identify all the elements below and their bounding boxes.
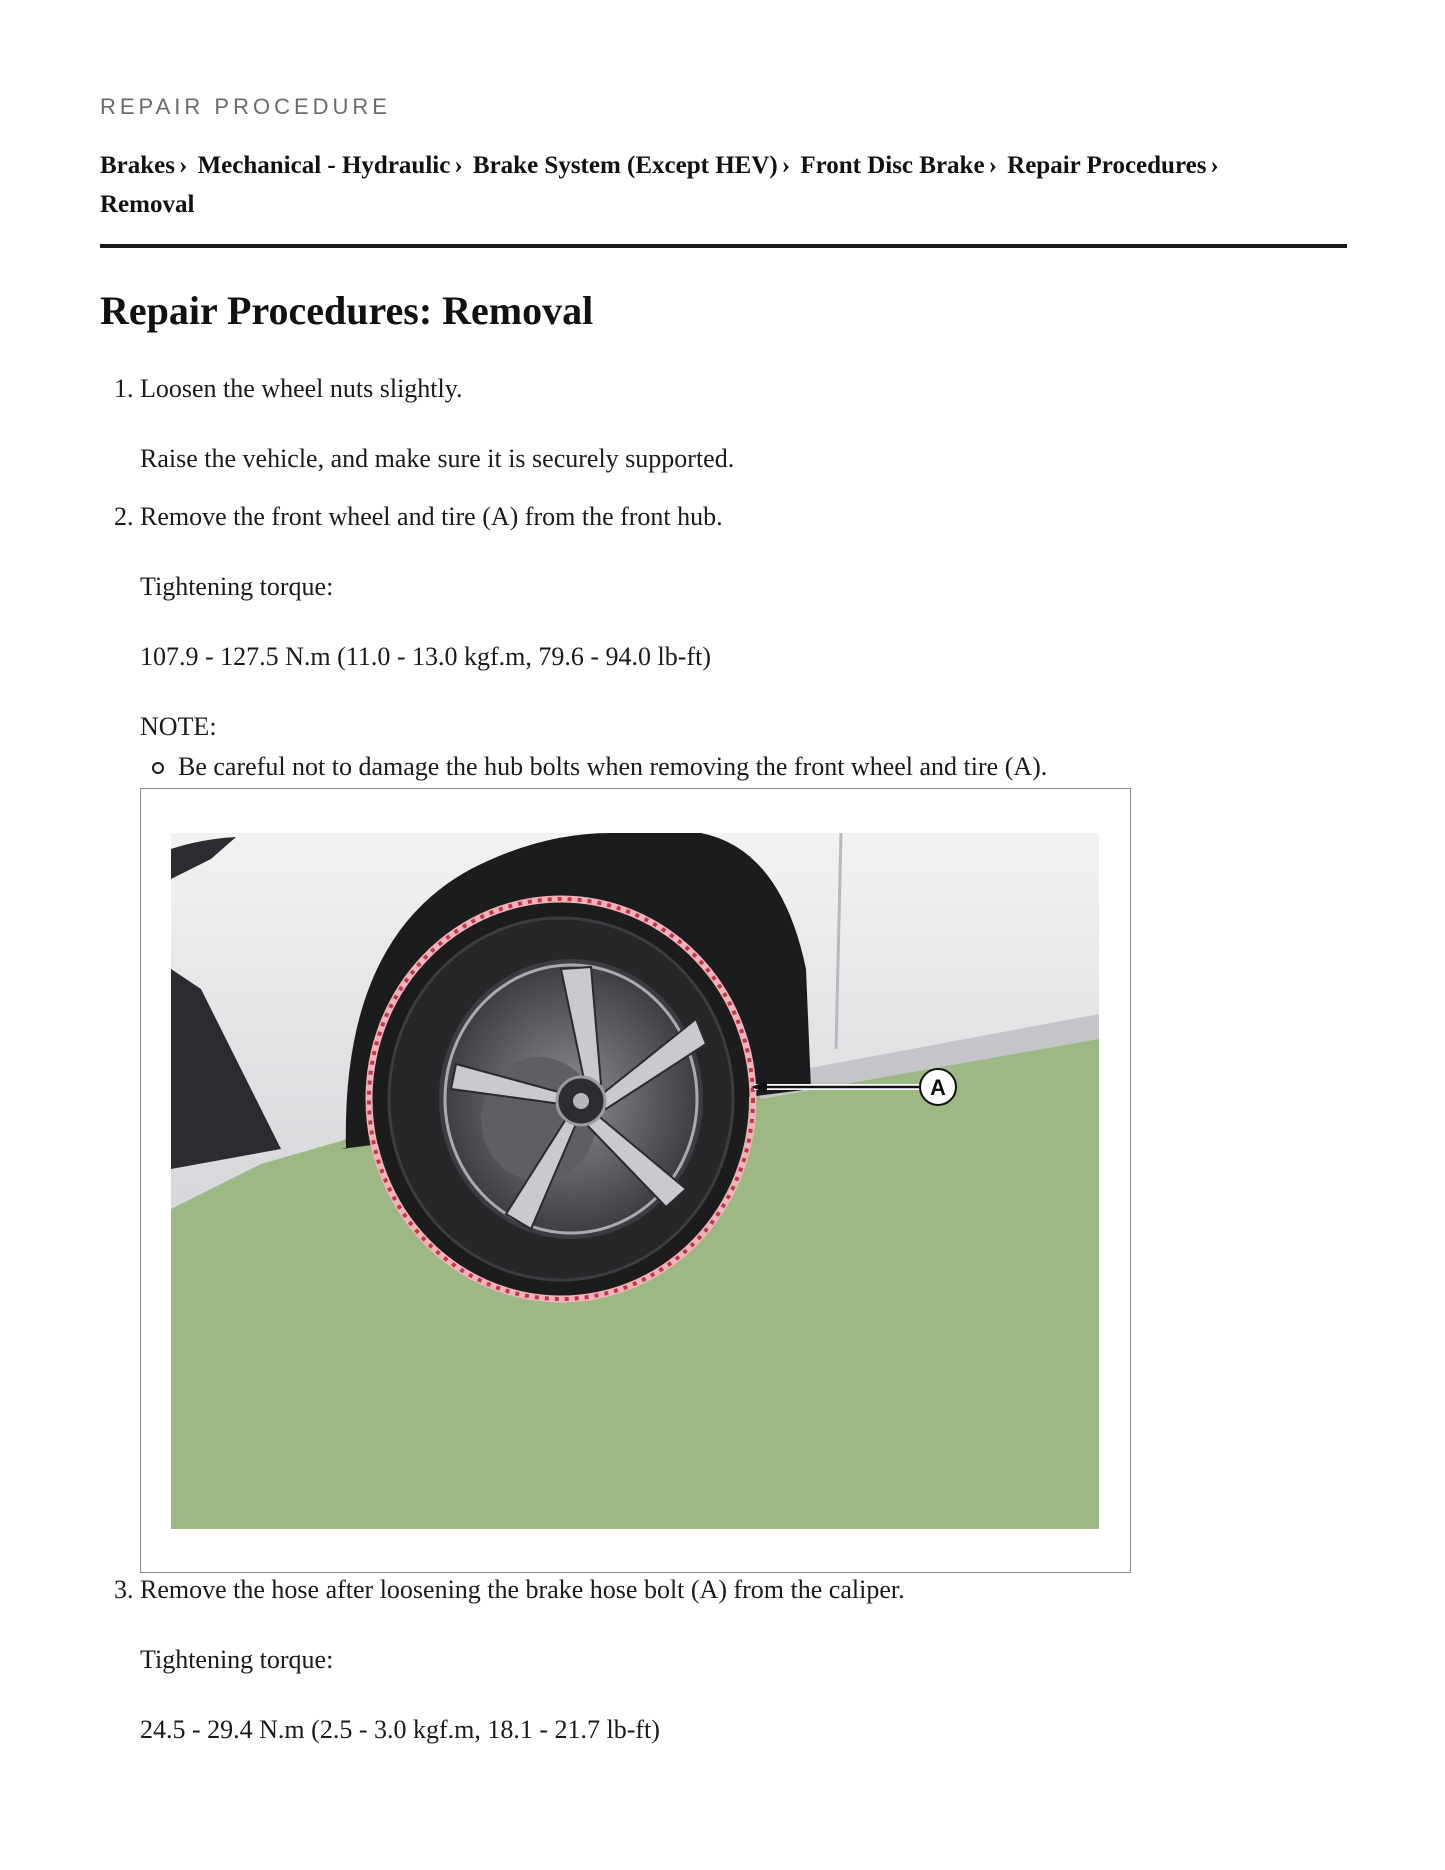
note-text: Be careful not to damage the hub bolts when removing the front wheel and tire (A). [178,752,1048,781]
breadcrumb-repair-procedures[interactable]: Repair Procedures [1007,152,1207,179]
callout-label: A [930,1075,946,1100]
torque-label: Tightening torque: [140,572,334,601]
breadcrumb-separator: › [1210,152,1219,179]
wheel-removal-figure [140,788,1131,1573]
breadcrumb-front-disc-brake[interactable]: Front Disc Brake [800,152,985,179]
wheel-illustration [141,789,1129,1571]
note-list [140,750,1345,784]
section-label: REPAIR PROCEDURE [100,94,391,119]
breadcrumb-separator: › [781,152,791,179]
breadcrumb-separator: › [988,152,997,179]
breadcrumb-separator: › [454,152,463,179]
document-page [100,92,1345,1747]
breadcrumb-brake-system[interactable]: Brake System (Except HEV) [472,152,778,179]
header-divider [100,244,1347,248]
step-detail: Raise the vehicle, and make sure it is securely supported. [140,444,735,473]
torque-value: 107.9 - 127.5 N.m (11.0 - 13.0 kgf.m, 79.6 - 94.0 lb-ft) [140,642,711,671]
breadcrumb-brakes[interactable]: Brakes [100,152,175,179]
torque-label: Tightening torque: [140,1645,334,1674]
note-label: NOTE: [140,712,217,741]
note-item [142,750,1345,784]
breadcrumb-mechanical-hydraulic[interactable]: Mechanical - Hydraulic [197,152,451,179]
step-text: 1. Loosen the wheel nuts slightly. [140,374,463,403]
step-text: 2. Remove the front wheel and tire (A) from the front hub. [140,502,723,531]
step-text: 3. Remove the hose after loosening the brake hose bolt (A) from the caliper. [140,1575,905,1604]
bullet-circle-icon [152,762,164,774]
torque-value: 24.5 - 29.4 N.m (2.5 - 3.0 kgf.m, 18.1 - 21.7 lb-ft) [140,1715,660,1744]
breadcrumb-separator: › [179,152,188,179]
page-title: Repair Procedures: Removal [100,288,594,333]
step-item [140,500,1345,1573]
breadcrumb-removal[interactable]: Removal [100,191,195,218]
step-item [140,1573,1345,1747]
step-item [140,372,1345,500]
breadcrumb [100,146,1280,224]
procedure-steps [100,372,1345,1747]
